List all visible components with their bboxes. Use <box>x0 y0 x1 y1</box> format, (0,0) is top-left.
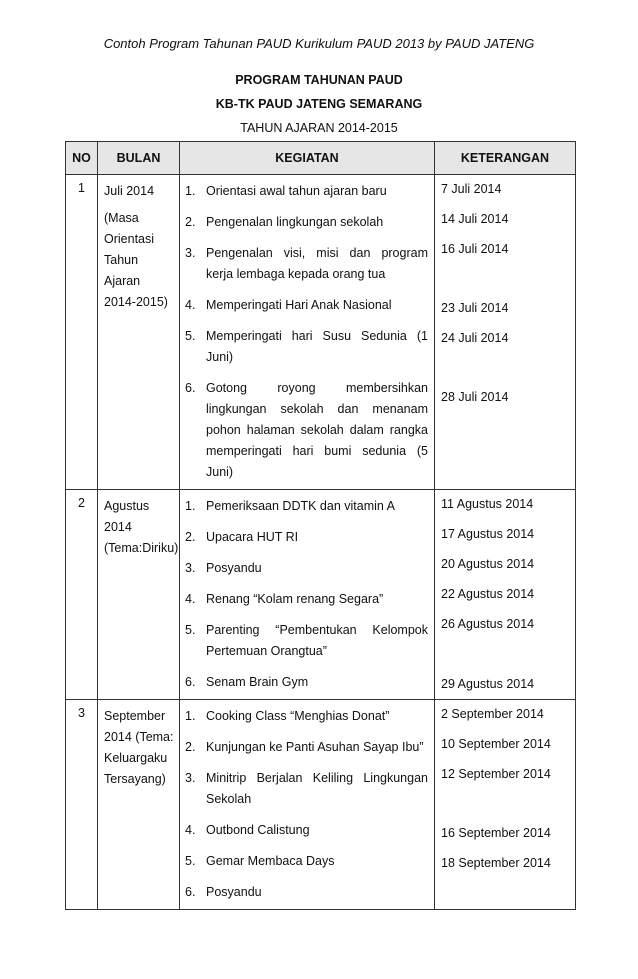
column-header-no: NO <box>66 142 98 175</box>
month-cell <box>98 490 180 700</box>
row-number: 2 <box>66 490 98 700</box>
row-number: 3 <box>66 700 98 910</box>
activity-item <box>185 820 428 841</box>
activity-item <box>185 496 428 517</box>
month-label: Agustus <box>104 499 150 513</box>
activities-cell <box>180 175 435 490</box>
activity-text: Senam Brain Gym <box>206 675 309 689</box>
month-cell <box>98 175 180 490</box>
table-row <box>66 490 576 700</box>
note-date: 23 Juli 2014 <box>441 301 509 315</box>
activity-list <box>185 706 428 903</box>
note-date: 24 Juli 2014 <box>441 331 509 345</box>
institution-name: KB-TK PAUD JATENG SEMARANG <box>215 97 423 111</box>
note-date: 26 Agustus 2014 <box>441 617 535 631</box>
activity-text: Outbond Calistung <box>206 823 310 837</box>
activity-item <box>185 851 428 872</box>
activity-number: 3. <box>185 561 196 575</box>
month-label: (Tema:Diriku) <box>104 541 179 555</box>
activity-text: Upacara HUT RI <box>206 530 299 544</box>
activity-item <box>185 326 428 368</box>
note-date: 16 Juli 2014 <box>441 242 509 256</box>
note-date: 14 Juli 2014 <box>441 212 509 226</box>
month-label: Tahun Ajaran <box>104 253 141 288</box>
note-date: 7 Juli 2014 <box>441 182 502 196</box>
activity-number: 6. <box>185 885 196 899</box>
activity-item <box>185 243 428 285</box>
activity-item <box>185 882 428 903</box>
note-date: 22 Agustus 2014 <box>441 587 535 601</box>
column-header-keterangan: KETERANGAN <box>435 142 576 175</box>
activity-number: 5. <box>185 623 196 637</box>
academic-year: TAHUN AJARAN 2014-2015 <box>240 121 398 135</box>
activity-text: Gemar Membaca Days <box>206 854 335 868</box>
activity-text: Memperingati Hari Anak Nasional <box>206 298 392 312</box>
note-date: 11 Agustus 2014 <box>441 497 534 511</box>
running-header: Contoh Program Tahunan PAUD Kurikulum PAUD 2013 by PAUD JATENG <box>103 36 535 51</box>
note-date: 16 September 2014 <box>441 826 551 840</box>
activity-item <box>185 768 428 810</box>
month-label: 2014-2015) <box>104 295 168 309</box>
activity-number: 6. <box>185 675 196 689</box>
activity-text: Pemeriksaan DDTK dan vitamin A <box>206 499 395 513</box>
row-number: 1 <box>66 175 98 490</box>
activity-text: Orientasi awal tahun ajaran baru <box>206 184 387 198</box>
document-title: PROGRAM TAHUNAN PAUD <box>235 73 403 87</box>
month-label: 2014 <box>104 520 132 534</box>
activity-text: Posyandu <box>206 885 262 899</box>
activity-item <box>185 212 428 233</box>
activity-list <box>185 496 428 693</box>
activity-item <box>185 672 428 693</box>
column-header-bulan: BULAN <box>98 142 180 175</box>
activity-number: 1. <box>185 184 196 198</box>
activity-item <box>185 378 428 483</box>
month-label: Orientasi <box>104 232 155 246</box>
month-label: (Masa <box>104 211 139 225</box>
activity-text: Pengenalan lingkungan sekolah <box>206 215 384 229</box>
table-row <box>66 700 576 910</box>
table-row <box>66 175 576 490</box>
month-label: Tersayang) <box>104 772 166 786</box>
activities-cell <box>180 490 435 700</box>
activity-text: Posyandu <box>206 561 262 575</box>
activity-text: Parenting “Pembentukan Kelompok Pertemuan Orangtua” <box>206 623 428 658</box>
activity-item <box>185 527 428 548</box>
table-header-row <box>66 142 576 175</box>
activity-number: 4. <box>185 592 196 606</box>
activities-cell <box>180 700 435 910</box>
note-date: 10 September 2014 <box>441 737 551 751</box>
note-date: 28 Juli 2014 <box>441 390 509 404</box>
activity-text: Minitrip Berjalan Keliling Lingkungan Sekolah <box>206 771 428 806</box>
activity-item <box>185 181 428 202</box>
annual-program-table <box>65 141 576 910</box>
activity-number: 5. <box>185 329 196 343</box>
month-label: September <box>104 709 166 723</box>
month-cell <box>98 700 180 910</box>
month-label: Juli 2014 <box>104 184 155 198</box>
month-label: Keluargaku <box>104 751 168 765</box>
note-date: 12 September 2014 <box>441 767 551 781</box>
activity-item <box>185 620 428 662</box>
activity-text: Cooking Class “Menghias Donat” <box>206 709 390 723</box>
note-date: 20 Agustus 2014 <box>441 557 535 571</box>
activity-text: Pengenalan visi, misi dan program kerja lembaga kepada orang tua <box>206 246 428 281</box>
activity-number: 4. <box>185 823 196 837</box>
column-header-kegiatan: KEGIATAN <box>180 142 435 175</box>
activity-number: 5. <box>185 854 196 868</box>
activity-number: 1. <box>185 499 196 513</box>
activity-list <box>185 181 428 483</box>
note-date: 17 Agustus 2014 <box>441 527 535 541</box>
notes-cell <box>435 700 576 910</box>
activity-number: 6. <box>185 381 196 395</box>
month-label: 2014 (Tema: <box>104 730 174 744</box>
activity-item <box>185 589 428 610</box>
activity-item <box>185 706 428 727</box>
activity-item <box>185 295 428 316</box>
notes-cell <box>435 175 576 490</box>
activity-number: 3. <box>185 771 196 785</box>
activity-number: 3. <box>185 246 196 260</box>
activity-text: Gotong royong membersihkan lingkungan sekolah dan menanam pohon halaman sekolah dalam rangka memperingati hari bumi sedunia (5 Juni) <box>206 381 428 479</box>
activity-item <box>185 737 428 758</box>
activity-number: 4. <box>185 298 196 312</box>
activity-number: 1. <box>185 709 196 723</box>
activity-number: 2. <box>185 740 196 754</box>
note-date: 2 September 2014 <box>441 707 544 721</box>
note-date: 18 September 2014 <box>441 856 551 870</box>
activity-number: 2. <box>185 530 196 544</box>
activity-text: Renang “Kolam renang Segara” <box>206 592 384 606</box>
activity-number: 2. <box>185 215 196 229</box>
activity-text: Memperingati hari Susu Sedunia (1 Juni) <box>206 329 428 364</box>
activity-item <box>185 558 428 579</box>
activity-text: Kunjungan ke Panti Asuhan Sayap Ibu” <box>206 740 424 754</box>
notes-cell <box>435 490 576 700</box>
note-date: 29 Agustus 2014 <box>441 677 535 691</box>
